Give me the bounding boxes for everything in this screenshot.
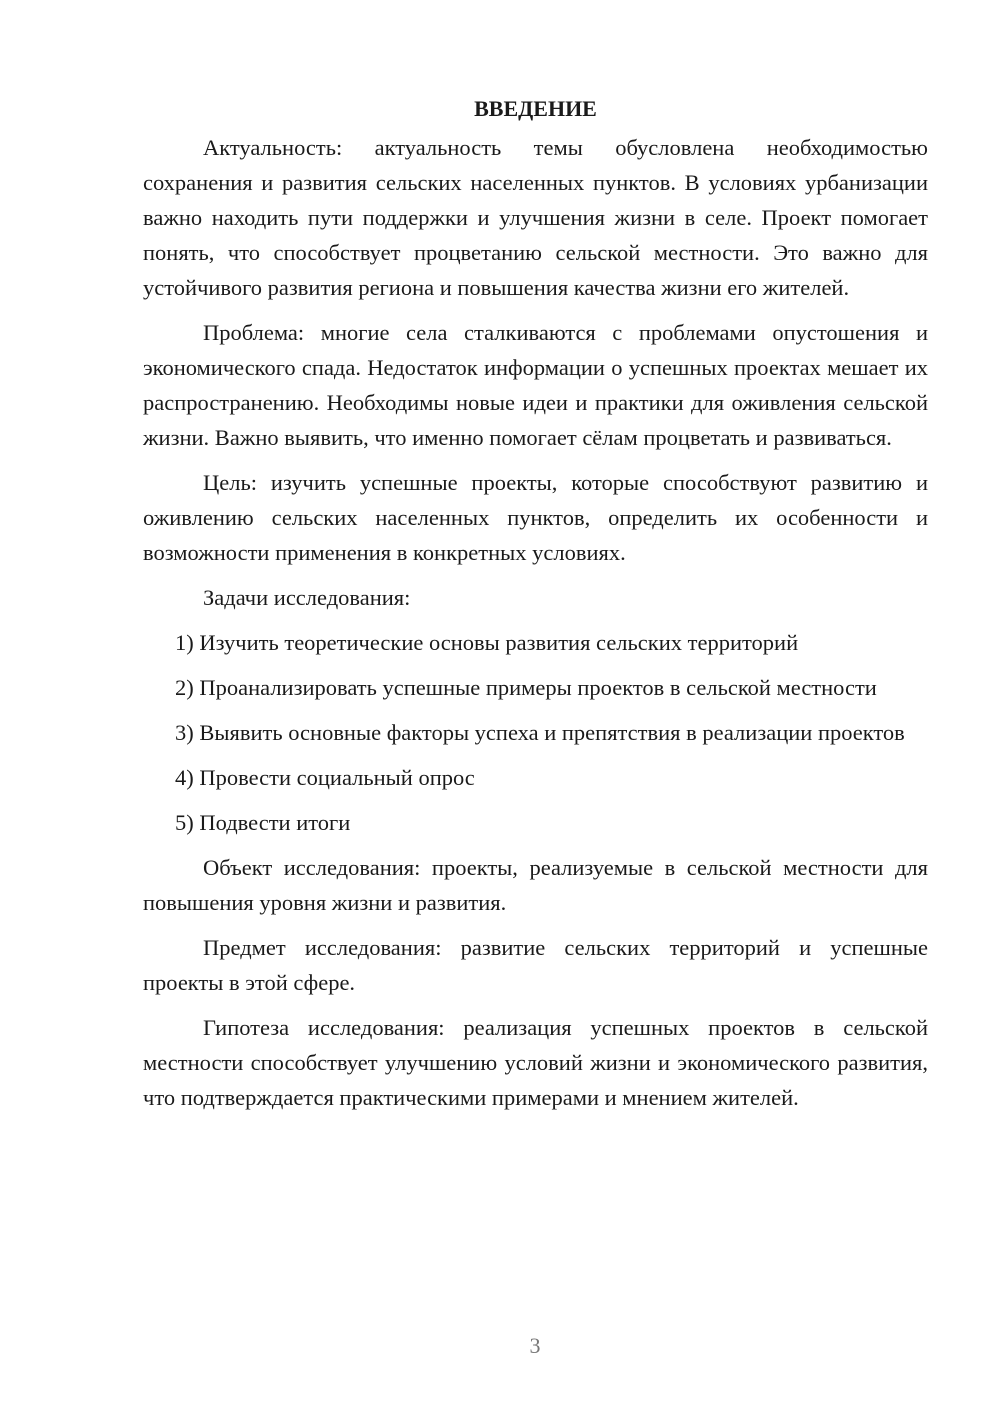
- list-item: 1) Изучить теоретические основы развития сельских территорий: [175, 630, 799, 655]
- list-item: 5) Подвести итоги: [175, 810, 351, 835]
- document-page: [143, 92, 928, 1125]
- paragraph-problem: Проблема: многие села сталкиваются с проблемами опустошения и экономического спада. Недостаток информации о успешных проектах мешает их распространению. Необходимы новые идеи и практики для оживления сельской жизни. Важно выявить, что именно помогает сёлам процветать и развиваться.: [143, 320, 928, 450]
- paragraph-hypothesis: Гипотеза исследования: реализация успешных проектов в сельской местности способствует улучшению условий жизни и экономического развития, что подтверждается практическими примерами и мнением жителей.: [143, 1015, 928, 1110]
- paragraph-goal: Цель: изучить успешные проекты, которые способствуют развитию и оживлению сельских населенных пунктов, определить их особенности и возможности применения в конкретных условиях.: [143, 470, 928, 565]
- paragraph-subject: Предмет исследования: развитие сельских территорий и успешные проекты в этой сфере.: [143, 935, 928, 995]
- list-item: 2) Проанализировать успешные примеры проектов в сельской местности: [175, 675, 877, 700]
- page-number: 3: [529, 1333, 541, 1358]
- paragraph-object: Объект исследования: проекты, реализуемые в сельской местности для повышения уровня жизни и развития.: [143, 855, 928, 915]
- list-item: 3) Выявить основные факторы успеха и препятствия в реализации проектов: [175, 720, 905, 745]
- paragraph-tasks-heading: Задачи исследования:: [203, 585, 411, 610]
- list-item: 4) Провести социальный опрос: [175, 765, 475, 790]
- page-title: ВВЕДЕНИЕ: [474, 96, 597, 121]
- paragraph-relevance: Актуальность: актуальность темы обусловлена необходимостью сохранения и развития сельских населенных пунктов. В условиях урбанизации важно находить пути поддержки и улучшения жизни в селе. Проект помогает понять, что способствует процветанию сельской местности. Это важно для устойчивого развития региона и повышения качества жизни его жителей.: [143, 135, 928, 300]
